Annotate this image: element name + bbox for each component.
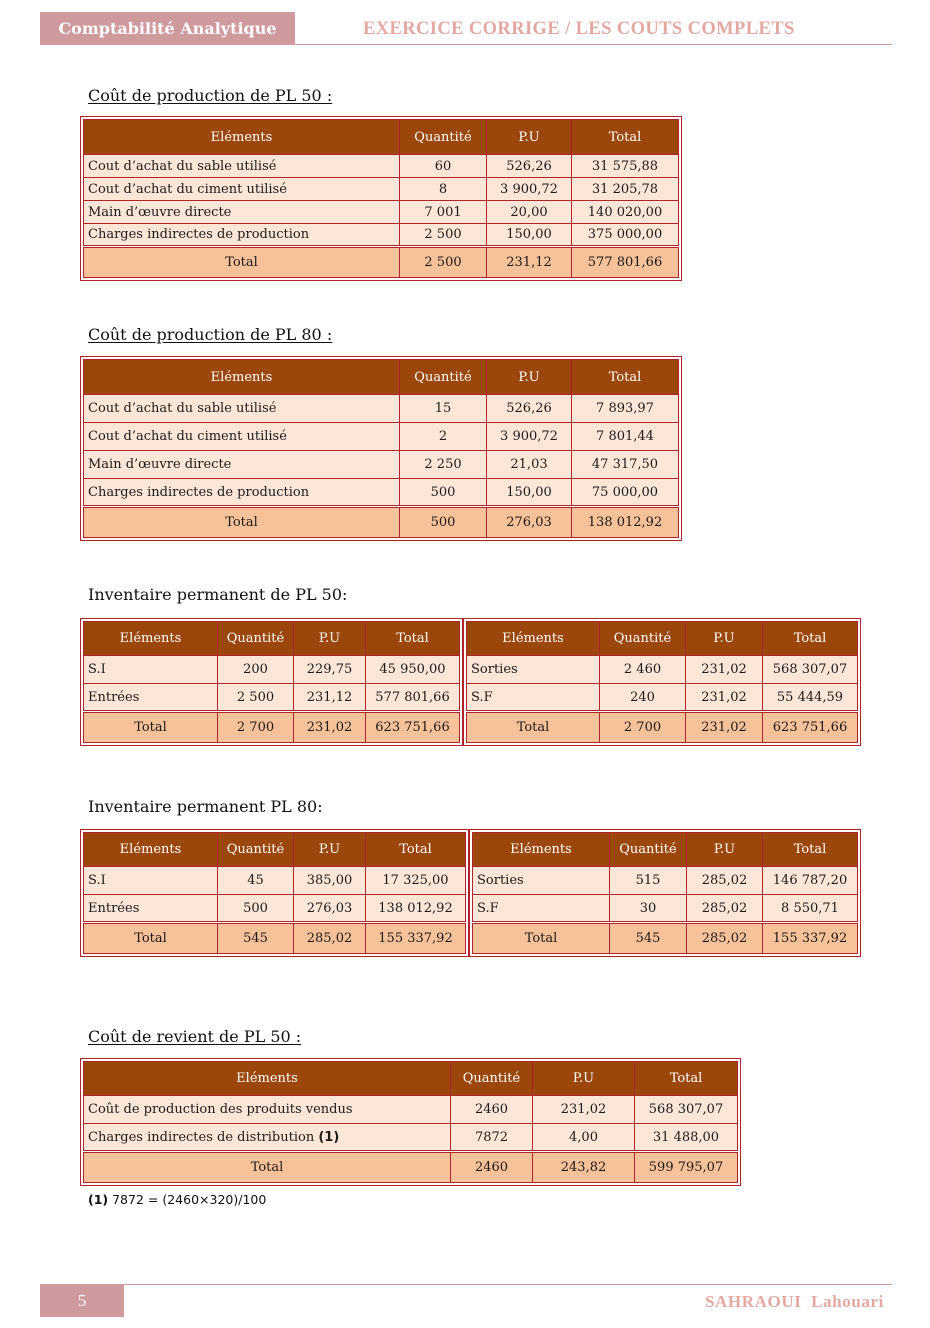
total-label: Total <box>84 247 400 278</box>
table-inventaire-pl80-entries <box>80 829 469 957</box>
total-label: Total <box>84 923 218 954</box>
cell-total: 45 950,00 <box>366 656 460 684</box>
col-quantite: Quantité <box>610 833 687 867</box>
cell-quantite: 15 <box>400 395 487 423</box>
cell-pu: 150,00 <box>487 479 572 507</box>
cell-quantite: 60 <box>400 155 487 178</box>
cell-pu: 3 900,72 <box>487 423 572 451</box>
col-pu: P.U <box>294 622 366 656</box>
table-header-row <box>84 622 460 656</box>
total-pu: 231,02 <box>294 712 366 743</box>
table-inventaire-pl50-exits <box>463 618 861 746</box>
cell-total: 31 575,88 <box>572 155 679 178</box>
cell-quantite: 515 <box>610 867 687 895</box>
cell-element: Cout d’achat du ciment utilisé <box>84 178 400 201</box>
total-amount: 155 337,92 <box>366 923 466 954</box>
table-row <box>467 656 858 684</box>
table-row <box>84 451 679 479</box>
col-quantite: Quantité <box>451 1062 533 1096</box>
cell-total: 140 020,00 <box>572 201 679 224</box>
section-title-production-pl80: Coût de production de PL 80 : <box>88 325 333 344</box>
footnote-ref: (1) <box>318 1129 340 1145</box>
cell-element: Entrées <box>84 895 218 923</box>
cell-element: S.F <box>467 684 600 712</box>
cell-pu: 150,00 <box>487 224 572 247</box>
table-total-row <box>467 712 858 743</box>
cell-element-text: Coût de production des produits vendus <box>88 1102 353 1117</box>
table-total-row <box>84 923 466 954</box>
footnote <box>88 1192 266 1207</box>
total-amount: 155 337,92 <box>763 923 858 954</box>
cell-quantite: 200 <box>218 656 294 684</box>
table-total-row <box>84 507 679 538</box>
table-row <box>84 895 466 923</box>
table-header-row <box>84 120 679 155</box>
total-pu: 285,02 <box>687 923 763 954</box>
table-row <box>84 1096 738 1124</box>
table-row <box>84 423 679 451</box>
total-pu: 231,02 <box>686 712 763 743</box>
table-total-row <box>84 712 460 743</box>
table-row <box>84 479 679 507</box>
cell-pu: 3 900,72 <box>487 178 572 201</box>
total-pu: 285,02 <box>294 923 366 954</box>
cell-quantite: 2 250 <box>400 451 487 479</box>
cell-quantite: 7872 <box>451 1124 533 1152</box>
table-row <box>473 895 858 923</box>
total-quantite: 545 <box>218 923 294 954</box>
cell-pu: 231,12 <box>294 684 366 712</box>
table-header-row <box>84 360 679 395</box>
cell-element: S.I <box>84 867 218 895</box>
col-quantite: Quantité <box>400 360 487 395</box>
cell-total: 568 307,07 <box>635 1096 738 1124</box>
total-quantite: 2 700 <box>218 712 294 743</box>
total-amount: 138 012,92 <box>572 507 679 538</box>
total-label: Total <box>467 712 600 743</box>
table-row <box>84 684 460 712</box>
col-total: Total <box>572 120 679 155</box>
cell-pu: 229,75 <box>294 656 366 684</box>
cell-element: S.F <box>473 895 610 923</box>
table-cout-revient-pl50 <box>80 1058 741 1186</box>
cell-total: 17 325,00 <box>366 867 466 895</box>
col-elements: Eléments <box>84 360 400 395</box>
cell-element: Entrées <box>84 684 218 712</box>
cell-pu: 526,26 <box>487 395 572 423</box>
cell-pu: 385,00 <box>294 867 366 895</box>
col-quantite: Quantité <box>218 833 294 867</box>
cell-element: Charges indirectes de production <box>84 224 400 247</box>
table-production-pl80 <box>80 356 682 541</box>
table-row <box>84 201 679 224</box>
section-title-production-pl50: Coût de production de PL 50 : <box>88 86 333 105</box>
total-pu: 276,03 <box>487 507 572 538</box>
cell-pu: 21,03 <box>487 451 572 479</box>
col-elements: Eléments <box>84 833 218 867</box>
cell-element-text: Charges indirectes de distribution <box>88 1129 319 1145</box>
col-total: Total <box>366 622 460 656</box>
cell-quantite: 2 500 <box>218 684 294 712</box>
table-row <box>84 867 466 895</box>
table-row <box>84 1124 738 1152</box>
col-elements: Eléments <box>84 622 218 656</box>
cell-quantite: 2 500 <box>400 224 487 247</box>
total-label: Total <box>84 507 400 538</box>
col-pu: P.U <box>294 833 366 867</box>
cell-pu: 20,00 <box>487 201 572 224</box>
cell-quantite: 2460 <box>451 1096 533 1124</box>
total-amount: 623 751,66 <box>763 712 858 743</box>
col-total: Total <box>763 622 858 656</box>
cell-total: 375 000,00 <box>572 224 679 247</box>
cell-total: 8 550,71 <box>763 895 858 923</box>
cell-total: 568 307,07 <box>763 656 858 684</box>
table-inventaire-pl80-exits <box>469 829 861 957</box>
table-header-row <box>473 833 858 867</box>
cell-element: Charges indirectes de production <box>84 479 400 507</box>
table-total-row <box>84 247 679 278</box>
cell-total: 47 317,50 <box>572 451 679 479</box>
total-label: Total <box>84 712 218 743</box>
cell-quantite: 30 <box>610 895 687 923</box>
col-elements: Eléments <box>84 120 400 155</box>
page-number: 5 <box>40 1284 124 1317</box>
total-pu: 231,12 <box>487 247 572 278</box>
table-header-row <box>84 833 466 867</box>
cell-quantite: 7 001 <box>400 201 487 224</box>
cell-quantite: 45 <box>218 867 294 895</box>
col-elements: Eléments <box>84 1062 451 1096</box>
col-total: Total <box>763 833 858 867</box>
cell-pu: 4,00 <box>533 1124 635 1152</box>
cell-pu: 231,02 <box>686 656 763 684</box>
footnote-label: (1) <box>88 1192 109 1207</box>
cell-pu: 285,02 <box>687 867 763 895</box>
cell-total: 31 488,00 <box>635 1124 738 1152</box>
cell-total: 577 801,66 <box>366 684 460 712</box>
col-quantite: Quantité <box>600 622 686 656</box>
inventory-pl50-pair <box>80 618 861 746</box>
total-label: Total <box>473 923 610 954</box>
cell-element <box>84 1096 451 1124</box>
col-pu: P.U <box>533 1062 635 1096</box>
cell-quantite: 500 <box>218 895 294 923</box>
cell-total: 7 893,97 <box>572 395 679 423</box>
total-amount: 577 801,66 <box>572 247 679 278</box>
table-row <box>467 684 858 712</box>
col-total: Total <box>635 1062 738 1096</box>
cell-total: 75 000,00 <box>572 479 679 507</box>
table-row <box>84 656 460 684</box>
col-pu: P.U <box>686 622 763 656</box>
table-production-pl50 <box>80 116 682 281</box>
section-title-inventaire-pl50: Inventaire permanent de PL 50: <box>88 585 348 604</box>
cell-total: 31 205,78 <box>572 178 679 201</box>
total-label: Total <box>84 1152 451 1183</box>
section-title-inventaire-pl80: Inventaire permanent PL 80: <box>88 797 323 816</box>
cell-total: 146 787,20 <box>763 867 858 895</box>
footer-author: SAHRAOUI Lahouari <box>705 1292 884 1311</box>
cell-pu: 285,02 <box>687 895 763 923</box>
table-row <box>473 867 858 895</box>
col-quantite: Quantité <box>218 622 294 656</box>
header-course-title: Comptabilité Analytique <box>40 12 295 45</box>
footnote-text: 7872 = (2460×320)/100 <box>108 1192 267 1207</box>
total-quantite: 545 <box>610 923 687 954</box>
table-total-row <box>84 1152 738 1183</box>
footer-rule <box>40 1284 892 1285</box>
cell-total: 7 801,44 <box>572 423 679 451</box>
cell-element: Cout d’achat du ciment utilisé <box>84 423 400 451</box>
total-quantite: 2 700 <box>600 712 686 743</box>
table-header-row <box>467 622 858 656</box>
col-pu: P.U <box>487 360 572 395</box>
cell-element <box>84 1124 451 1152</box>
cell-element: Cout d’achat du sable utilisé <box>84 155 400 178</box>
cell-element: Cout d’achat du sable utilisé <box>84 395 400 423</box>
cell-pu: 276,03 <box>294 895 366 923</box>
cell-pu: 526,26 <box>487 155 572 178</box>
table-total-row <box>473 923 858 954</box>
inventory-pl80-pair <box>80 829 861 957</box>
table-inventaire-pl50-entries <box>80 618 463 746</box>
section-title-cout-revient-pl50: Coût de revient de PL 50 : <box>88 1027 302 1046</box>
col-total: Total <box>572 360 679 395</box>
cell-quantite: 500 <box>400 479 487 507</box>
table-row <box>84 155 679 178</box>
cell-total: 138 012,92 <box>366 895 466 923</box>
cell-element: Main d’œuvre directe <box>84 451 400 479</box>
cell-quantite: 240 <box>600 684 686 712</box>
cell-quantite: 8 <box>400 178 487 201</box>
col-elements: Eléments <box>473 833 610 867</box>
cell-element: Sorties <box>473 867 610 895</box>
total-quantite: 500 <box>400 507 487 538</box>
total-quantite: 2460 <box>451 1152 533 1183</box>
cell-pu: 231,02 <box>533 1096 635 1124</box>
table-header-row <box>84 1062 738 1096</box>
cell-total: 55 444,59 <box>763 684 858 712</box>
col-elements: Eléments <box>467 622 600 656</box>
table-row <box>84 395 679 423</box>
col-total: Total <box>366 833 466 867</box>
table-row <box>84 224 679 247</box>
col-pu: P.U <box>487 120 572 155</box>
total-amount: 599 795,07 <box>635 1152 738 1183</box>
total-quantite: 2 500 <box>400 247 487 278</box>
cell-quantite: 2 <box>400 423 487 451</box>
total-pu: 243,82 <box>533 1152 635 1183</box>
cell-element: Main d’œuvre directe <box>84 201 400 224</box>
cell-element: S.I <box>84 656 218 684</box>
header-exercise-title: EXERCICE CORRIGE / LES COUTS COMPLETS <box>363 19 795 39</box>
cell-quantite: 2 460 <box>600 656 686 684</box>
table-row <box>84 178 679 201</box>
col-quantite: Quantité <box>400 120 487 155</box>
col-pu: P.U <box>687 833 763 867</box>
cell-element: Sorties <box>467 656 600 684</box>
cell-pu: 231,02 <box>686 684 763 712</box>
total-amount: 623 751,66 <box>366 712 460 743</box>
